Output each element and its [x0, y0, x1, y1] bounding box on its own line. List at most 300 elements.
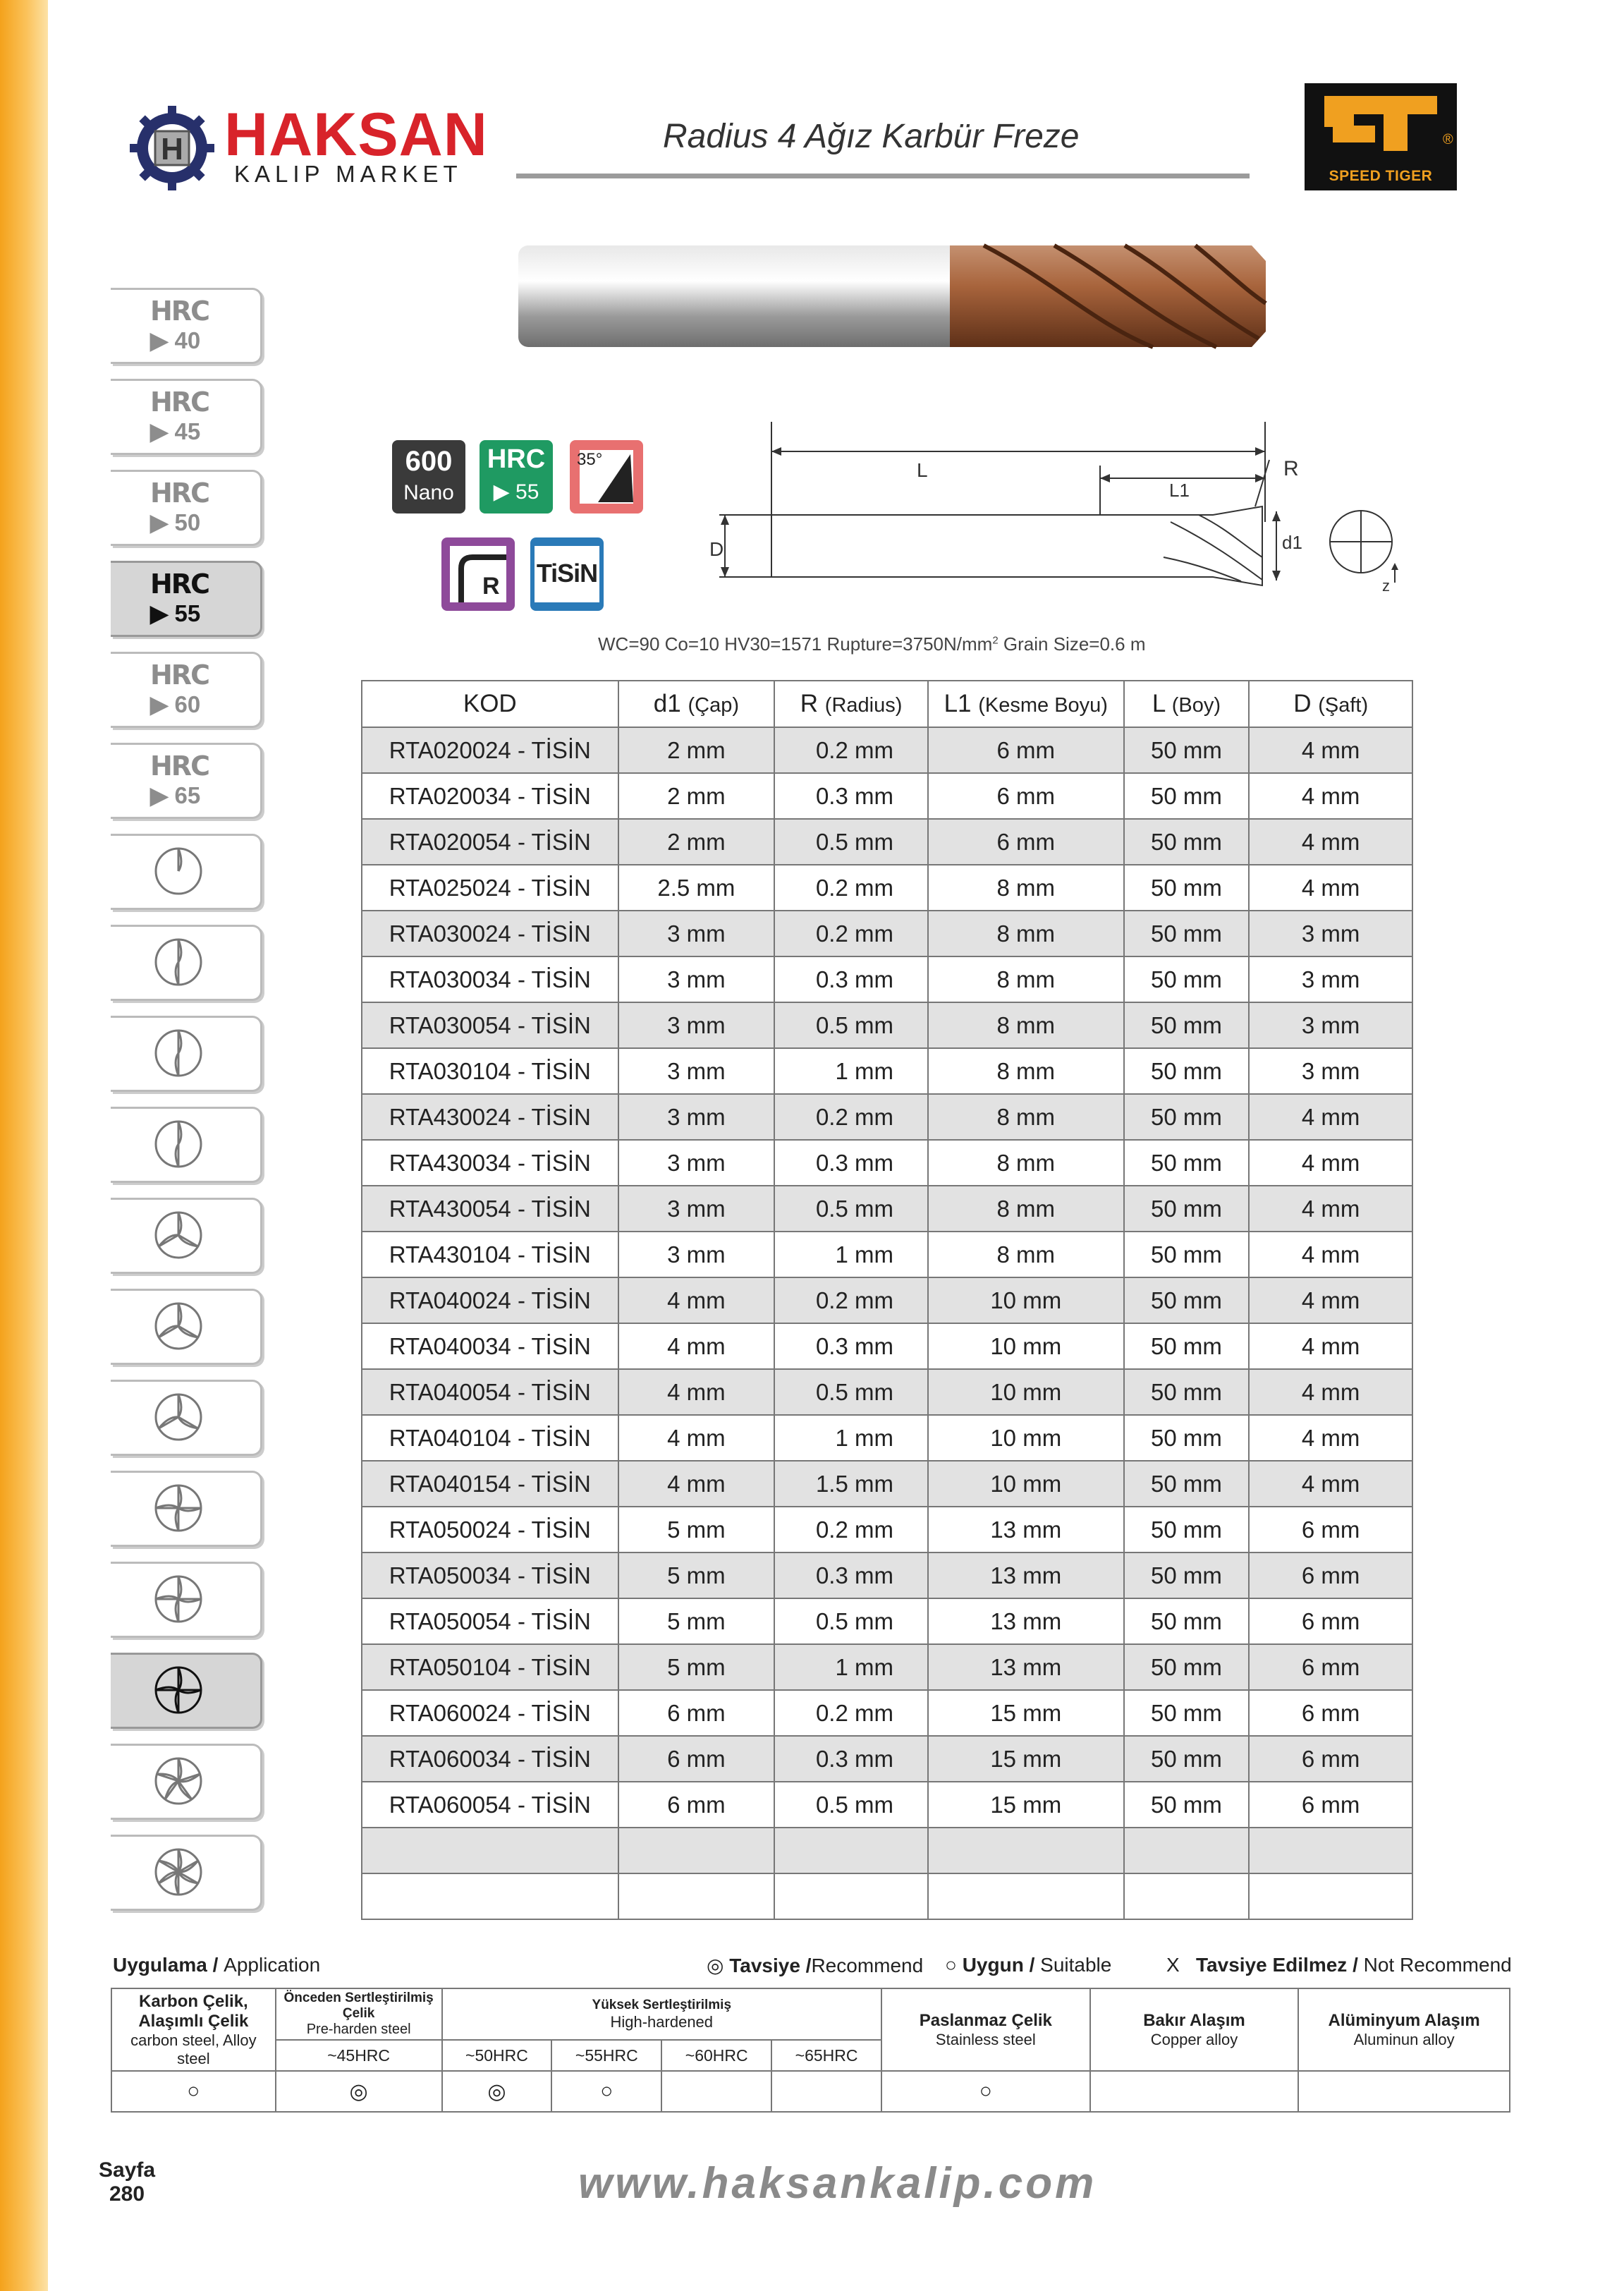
shape-tab-4[interactable] [111, 1198, 262, 1274]
stainless-tr: Paslanmaz Çelik [919, 2010, 1052, 2030]
table-cell: 4 mm [1249, 1140, 1412, 1186]
nano-600-badge [392, 440, 465, 514]
table-cell [618, 1828, 775, 1873]
hrc-tab-label: HRC [150, 660, 209, 691]
table-cell: 4 mm [1249, 1094, 1412, 1140]
table-row [362, 773, 1412, 819]
table-cell [1249, 1873, 1412, 1919]
table-cell: 15 mm [928, 1782, 1124, 1828]
table-cell: RTA040034 - TİSİN [362, 1323, 618, 1369]
table-cell [362, 1828, 618, 1873]
hrc-tab-label: HRC [150, 387, 209, 418]
table-cell: 0.5 mm [774, 1186, 928, 1232]
table-cell: RTA020034 - TİSİN [362, 773, 618, 819]
table-row [362, 1232, 1412, 1277]
hrc-badge-value: ▶ 55 [493, 480, 539, 504]
table-cell: 4 mm [1249, 1415, 1412, 1461]
table-cell: 8 mm [928, 956, 1124, 1002]
table-cell: 5 mm [618, 1598, 775, 1644]
table-cell: 50 mm [1124, 1002, 1250, 1048]
table-row [362, 1873, 1412, 1919]
table-cell: 6 mm [1249, 1507, 1412, 1552]
table-cell [774, 1873, 928, 1919]
technical-drawing [705, 416, 1417, 600]
table-cell: 8 mm [928, 1140, 1124, 1186]
table-row [362, 1461, 1412, 1507]
table-cell: 8 mm [928, 911, 1124, 956]
application-mark [661, 2071, 771, 2112]
registered-mark: ® [1443, 132, 1453, 147]
corner-radius-icon [441, 537, 515, 611]
logo-name: HAKSAN [224, 101, 488, 169]
table-cell: 2.5 mm [618, 865, 775, 911]
shape-tab-2[interactable] [111, 1016, 262, 1092]
table-cell: RTA040054 - TİSİN [362, 1369, 618, 1415]
hrc-50: ~50HRC [442, 2040, 552, 2071]
table-cell: 4 mm [1249, 1323, 1412, 1369]
table-cell: 4 mm [618, 1461, 775, 1507]
shape-tab-1[interactable] [111, 925, 262, 1001]
table-row [362, 911, 1412, 956]
application-label-en: Application [224, 1954, 321, 1976]
table-cell: RTA040154 - TİSİN [362, 1461, 618, 1507]
table-cell: 4 mm [1249, 819, 1412, 865]
hrc-tab-4[interactable] [111, 652, 262, 728]
table-cell: RTA030054 - TİSİN [362, 1002, 618, 1048]
spec-table [361, 680, 1413, 1920]
table-cell: 4 mm [1249, 865, 1412, 911]
table-row [362, 1415, 1412, 1461]
table-row [362, 1002, 1412, 1048]
table-cell: 1 mm [774, 1232, 928, 1277]
application-table [111, 1988, 1510, 2113]
page-title: Radius 4 Ağız Karbür Freze [663, 118, 1080, 155]
application-mark: ○ [111, 2071, 276, 2112]
nano-badge-label: Nano [403, 481, 454, 504]
spec-header-main: d1 [653, 690, 681, 717]
table-cell: 0.3 mm [774, 956, 928, 1002]
3-flute-spiral-icon [150, 1389, 207, 1445]
haksan-logo [128, 99, 509, 190]
table-cell: RTA060054 - TİSİN [362, 1782, 618, 1828]
shape-tab-11[interactable] [111, 1835, 262, 1911]
shape-tab-6[interactable] [111, 1380, 262, 1456]
table-cell: 4 mm [1249, 1461, 1412, 1507]
app-col-aluminium [1298, 1988, 1510, 2071]
not-recommend-symbol-icon: X [1166, 1954, 1180, 1976]
table-cell: 6 mm [1249, 1690, 1412, 1736]
shape-tab-10[interactable] [111, 1744, 262, 1820]
recommend-tr: Tavsiye [729, 1955, 800, 1976]
table-row [362, 1644, 1412, 1690]
drawing-label-L1: L1 [1169, 480, 1190, 501]
table-cell: 4 mm [1249, 727, 1412, 773]
table-cell: 4 mm [618, 1369, 775, 1415]
logo-subtitle: KALIP MARKET [234, 161, 463, 187]
table-row [362, 1048, 1412, 1094]
table-cell: 6 mm [618, 1690, 775, 1736]
hrc-tab-label: HRC [150, 478, 209, 509]
table-row [362, 865, 1412, 911]
not-recommend-tr: Tavsiye Edilmez [1196, 1954, 1348, 1976]
table-cell [928, 1828, 1124, 1873]
preharden-tr: Önceden Sertleştirilmiş Çelik [283, 1991, 434, 2021]
app-col-copper [1090, 1988, 1299, 2071]
table-cell: 8 mm [928, 1048, 1124, 1094]
table-cell: 50 mm [1124, 956, 1250, 1002]
hrc-tab-value: ▶ 65 [150, 782, 201, 808]
carbon-tr: Karbon Çelik, Alaşımlı Çelik [138, 1991, 249, 2031]
spec-header-2 [774, 681, 928, 727]
shape-tab-9[interactable] [111, 1653, 262, 1729]
page-number: 280 [109, 2182, 145, 2206]
table-cell: 0.3 mm [774, 773, 928, 819]
table-cell: RTA060024 - TİSİN [362, 1690, 618, 1736]
table-cell: 1 mm [774, 1415, 928, 1461]
spec-header-main: R [800, 690, 819, 717]
helix-angle-label: 35° [577, 450, 603, 469]
application-mark: ◎ [276, 2071, 442, 2112]
speed-tiger-emblem-icon [1305, 83, 1457, 161]
table-row [362, 1598, 1412, 1644]
table-cell: 3 mm [1249, 1048, 1412, 1094]
spec-header-sub: (Şaft) [1318, 694, 1369, 717]
table-cell: 0.5 mm [774, 819, 928, 865]
table-cell: 50 mm [1124, 1232, 1250, 1277]
table-cell: 13 mm [928, 1507, 1124, 1552]
table-row [362, 1369, 1412, 1415]
coating-label: TiSiN [536, 559, 598, 588]
table-cell: 4 mm [1249, 1369, 1412, 1415]
table-cell [362, 1873, 618, 1919]
spec-header-main: L1 [944, 690, 972, 717]
table-cell: 0.2 mm [774, 1690, 928, 1736]
hrc-55: ~55HRC [551, 2040, 661, 2071]
table-cell: 6 mm [1249, 1598, 1412, 1644]
table-cell: 6 mm [1249, 1552, 1412, 1598]
table-cell: RTA050104 - TİSİN [362, 1644, 618, 1690]
table-cell: 1 mm [774, 1644, 928, 1690]
app-col-carbon [111, 1988, 276, 2071]
3-flute-radius-icon [150, 1298, 207, 1354]
radius-label: R [482, 573, 500, 600]
4-flute-spiral-icon [150, 1662, 207, 1718]
drawing-label-R: R [1283, 457, 1299, 480]
table-cell: 4 mm [1249, 1232, 1412, 1277]
helix-35-badge [570, 440, 643, 514]
table-cell: 3 mm [1249, 956, 1412, 1002]
table-cell: RTA030024 - TİSİN [362, 911, 618, 956]
table-cell: 0.3 mm [774, 1736, 928, 1782]
table-cell: 50 mm [1124, 1048, 1250, 1094]
title-divider [516, 174, 1250, 178]
4-flute-icon [150, 1480, 207, 1536]
table-cell: RTA050024 - TİSİN [362, 1507, 618, 1552]
spec-header-4 [1124, 681, 1250, 727]
material-superscript: 2 [992, 634, 999, 647]
table-cell: 0.3 mm [774, 1552, 928, 1598]
table-cell: 8 mm [928, 865, 1124, 911]
material-tail: Grain Size=0.6 m [998, 633, 1146, 655]
legend-recommend: ◎ Tavsiye /Recommend [707, 1955, 924, 1976]
table-cell: 0.5 mm [774, 1369, 928, 1415]
spec-header-sub: (Radius) [824, 694, 903, 717]
table-row [362, 956, 1412, 1002]
table-cell: 50 mm [1124, 1552, 1250, 1598]
spec-header-1 [618, 681, 775, 727]
table-cell: 50 mm [1124, 1415, 1250, 1461]
table-cell: 13 mm [928, 1552, 1124, 1598]
table-cell: 10 mm [928, 1369, 1124, 1415]
table-cell: RTA020024 - TİSİN [362, 727, 618, 773]
table-cell: 50 mm [1124, 1323, 1250, 1369]
table-cell: 1.5 mm [774, 1461, 928, 1507]
table-cell: RTA430104 - TİSİN [362, 1232, 618, 1277]
drawing-label-z: z [1382, 577, 1390, 595]
application-label-tr: Uygulama [113, 1954, 207, 1976]
table-cell: 4 mm [1249, 1277, 1412, 1323]
material-specification [598, 633, 1146, 655]
table-row [362, 1552, 1412, 1598]
table-row [362, 727, 1412, 773]
table-cell: 6 mm [1249, 1782, 1412, 1828]
table-cell: 0.3 mm [774, 1140, 928, 1186]
logo-gear-letter: H [161, 132, 183, 166]
table-cell: 6 mm [928, 727, 1124, 773]
table-cell: 50 mm [1124, 819, 1250, 865]
table-cell: 1 mm [774, 1048, 928, 1094]
spec-header-sub: (Kesme Boyu) [978, 694, 1108, 717]
drawing-label-d1: d1 [1282, 532, 1302, 553]
table-row [362, 1277, 1412, 1323]
table-cell: 6 mm [928, 773, 1124, 819]
2-flute-spiral-icon [150, 1116, 207, 1172]
hrc-tab-5[interactable] [111, 743, 262, 819]
table-cell: 50 mm [1124, 1598, 1250, 1644]
table-cell: 6 mm [618, 1736, 775, 1782]
table-cell [1124, 1873, 1250, 1919]
hrc-tab-3[interactable] [111, 561, 262, 637]
table-cell: RTA050034 - TİSİN [362, 1552, 618, 1598]
table-cell: 6 mm [1249, 1736, 1412, 1782]
copper-en: Copper alloy [1150, 2030, 1238, 2048]
table-cell: 50 mm [1124, 1094, 1250, 1140]
table-cell: 6 mm [618, 1782, 775, 1828]
table-cell: 50 mm [1124, 865, 1250, 911]
hrc-65: ~65HRC [771, 2040, 881, 2071]
hrc-tab-0[interactable] [111, 288, 262, 364]
table-row [362, 1094, 1412, 1140]
speed-tiger-logo [1305, 83, 1457, 190]
hrc-tab-label: HRC [150, 750, 209, 782]
table-cell: 8 mm [928, 1232, 1124, 1277]
hrc-tab-label: HRC [150, 296, 209, 327]
table-cell: 50 mm [1124, 727, 1250, 773]
table-row [362, 1186, 1412, 1232]
application-mark: ◎ [442, 2071, 552, 2112]
drawing-label-L: L [917, 459, 928, 481]
table-cell: 3 mm [1249, 911, 1412, 956]
5-flute-icon [150, 1753, 207, 1809]
alu-tr: Alüminyum Alaşım [1328, 2010, 1480, 2030]
application-mark: ○ [551, 2071, 661, 2112]
table-cell [618, 1873, 775, 1919]
spec-header-main: D [1293, 690, 1312, 717]
table-cell: 50 mm [1124, 1644, 1250, 1690]
table-cell: 2 mm [618, 773, 775, 819]
table-cell: 3 mm [618, 911, 775, 956]
table-cell: 8 mm [928, 1002, 1124, 1048]
table-cell: 4 mm [618, 1415, 775, 1461]
table-cell: 10 mm [928, 1461, 1124, 1507]
spec-header-0 [362, 681, 618, 727]
table-cell: 4 mm [1249, 773, 1412, 819]
drawing-label-D: D [709, 538, 724, 560]
table-cell: 50 mm [1124, 1507, 1250, 1552]
suitable-symbol-icon: ○ [945, 1954, 957, 1976]
table-cell: 8 mm [928, 1186, 1124, 1232]
table-cell: RTA020054 - TİSİN [362, 819, 618, 865]
not-recommend-en: Not Recommend [1363, 1954, 1512, 1976]
table-cell: RTA030034 - TİSİN [362, 956, 618, 1002]
hrc-tab-label: HRC [150, 569, 209, 600]
carbon-en: carbon steel, Alloy steel [130, 2031, 257, 2067]
table-cell: 3 mm [618, 1094, 775, 1140]
table-cell: 13 mm [928, 1598, 1124, 1644]
radius-badge [441, 537, 515, 611]
table-cell: 10 mm [928, 1415, 1124, 1461]
table-row [362, 819, 1412, 865]
table-cell: 3 mm [618, 1048, 775, 1094]
table-cell: 3 mm [618, 1232, 775, 1277]
table-cell: 4 mm [618, 1277, 775, 1323]
table-cell: 0.2 mm [774, 1507, 928, 1552]
app-col-preharden [276, 1988, 442, 2040]
table-cell: 2 mm [618, 727, 775, 773]
hrc-tab-value: ▶ 60 [150, 691, 201, 717]
spec-header-sub: (Boy) [1171, 694, 1221, 717]
table-cell: 2 mm [618, 819, 775, 865]
table-cell: RTA040024 - TİSİN [362, 1277, 618, 1323]
table-cell: 6 mm [928, 819, 1124, 865]
table-row [362, 1690, 1412, 1736]
app-col-stainless [881, 1988, 1090, 2071]
table-cell: 8 mm [928, 1094, 1124, 1140]
table-cell: 3 mm [618, 1002, 775, 1048]
shape-tab-3[interactable] [111, 1107, 262, 1183]
shape-tab-0[interactable] [111, 834, 262, 910]
table-cell: 5 mm [618, 1552, 775, 1598]
table-row [362, 1140, 1412, 1186]
table-cell: RTA025024 - TİSİN [362, 865, 618, 911]
table-cell [1124, 1828, 1250, 1873]
copper-tr: Bakır Alaşım [1143, 2010, 1245, 2030]
table-cell: 50 mm [1124, 1369, 1250, 1415]
hrc-tab-value: ▶ 45 [150, 418, 201, 444]
2-flute-radius-icon [150, 1025, 207, 1081]
application-mark [771, 2071, 881, 2112]
table-cell: RTA430034 - TİSİN [362, 1140, 618, 1186]
hrc-tab-value: ▶ 50 [150, 509, 201, 535]
table-cell [774, 1828, 928, 1873]
spec-header-sub: (Çap) [688, 694, 739, 717]
table-cell: 3 mm [618, 956, 775, 1002]
table-cell: 50 mm [1124, 1140, 1250, 1186]
4-flute-radius-icon [150, 1571, 207, 1627]
hrc-60: ~60HRC [661, 2040, 771, 2071]
table-cell: 0.2 mm [774, 911, 928, 956]
table-cell: 50 mm [1124, 1186, 1250, 1232]
application-mark: ○ [881, 2071, 1090, 2112]
table-cell: RTA050054 - TİSİN [362, 1598, 618, 1644]
table-row [362, 1736, 1412, 1782]
brand-name: SPEED TIGER [1329, 168, 1433, 184]
shape-tab-5[interactable] [111, 1289, 262, 1365]
6-flute-icon [150, 1844, 207, 1900]
table-cell: 0.5 mm [774, 1002, 928, 1048]
hrc-tab-1[interactable] [111, 379, 262, 455]
table-cell: 15 mm [928, 1736, 1124, 1782]
spec-header-5 [1249, 681, 1412, 727]
table-cell: 6 mm [1249, 1644, 1412, 1690]
table-cell: 3 mm [618, 1140, 775, 1186]
table-row [362, 1507, 1412, 1552]
table-cell: 4 mm [1249, 1186, 1412, 1232]
hrc-tab-2[interactable] [111, 470, 262, 546]
shape-tab-8[interactable] [111, 1562, 262, 1638]
table-cell: 0.3 mm [774, 1323, 928, 1369]
recommend-en: Recommend [811, 1955, 924, 1976]
table-cell: RTA060034 - TİSİN [362, 1736, 618, 1782]
table-cell [1249, 1828, 1412, 1873]
app-col-high-hardened [442, 1988, 882, 2040]
table-cell: RTA430024 - TİSİN [362, 1094, 618, 1140]
table-cell: 50 mm [1124, 1277, 1250, 1323]
table-cell: 13 mm [928, 1644, 1124, 1690]
table-cell: RTA030104 - TİSİN [362, 1048, 618, 1094]
table-cell [928, 1873, 1124, 1919]
table-cell: 5 mm [618, 1644, 775, 1690]
shape-tab-7[interactable] [111, 1471, 262, 1547]
spec-header-main: KOD [463, 690, 517, 717]
table-cell: 50 mm [1124, 1461, 1250, 1507]
coating-badge [530, 537, 604, 611]
table-cell: 4 mm [618, 1323, 775, 1369]
hrc-55-badge [480, 440, 553, 514]
table-cell: 10 mm [928, 1277, 1124, 1323]
suitable-tr: Uygun [962, 1954, 1024, 1976]
high-en: High-hardened [610, 2012, 714, 2031]
table-cell: 50 mm [1124, 1736, 1250, 1782]
ball-1-flute-icon [150, 843, 207, 899]
high-tr: Yüksek Sertleştirilmiş [592, 1997, 732, 2012]
2-flute-icon [150, 934, 207, 990]
orange-edge-strip [0, 0, 48, 2291]
table-cell: 0.5 mm [774, 1598, 928, 1644]
3-flute-icon [150, 1207, 207, 1263]
table-row [362, 1782, 1412, 1828]
table-cell: 0.5 mm [774, 1782, 928, 1828]
table-cell: 0.2 mm [774, 865, 928, 911]
table-cell: 50 mm [1124, 911, 1250, 956]
end-mill-product-image [518, 240, 1294, 353]
table-cell: RTA430054 - TİSİN [362, 1186, 618, 1232]
table-cell: 3 mm [618, 1186, 775, 1232]
stainless-en: Stainless steel [935, 2030, 1036, 2048]
table-cell: 0.2 mm [774, 1094, 928, 1140]
table-row [362, 1323, 1412, 1369]
hrc-tab-value: ▶ 40 [150, 327, 201, 353]
